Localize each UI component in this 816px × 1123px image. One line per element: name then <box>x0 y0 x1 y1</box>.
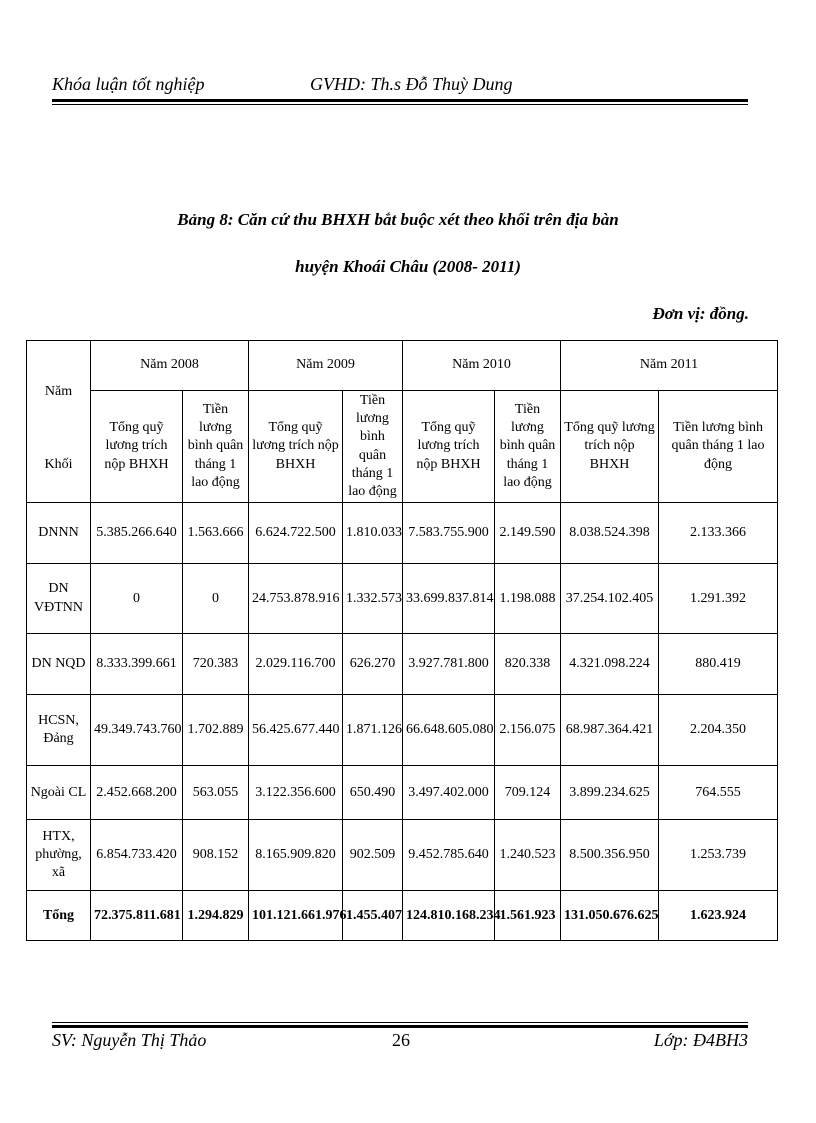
table-cell: 908.152 <box>183 820 249 891</box>
table-cell: 9.452.785.640 <box>403 820 495 891</box>
table-cell: 101.121.661.976 <box>249 891 343 941</box>
col-total-fund-2010: Tổng quỹ lương trích nộp BHXH <box>403 391 495 503</box>
table-cell: 6.624.722.500 <box>249 503 343 564</box>
table-cell: 3.927.781.800 <box>403 634 495 695</box>
table-cell: 1.253.739 <box>659 820 778 891</box>
header-thesis-label: Khóa luận tốt nghiệp <box>52 74 205 94</box>
table-title-line1: Bảng 8: Căn cứ thu BHXH bắt buộc xét theo khối trên địa bàn <box>177 210 619 229</box>
table-cell: 764.555 <box>659 766 778 820</box>
corner-sector-label: Khối <box>44 457 73 472</box>
table-cell: 2.133.366 <box>659 503 778 564</box>
header-rule-thin <box>52 104 748 105</box>
table-cell: 1.291.392 <box>659 564 778 634</box>
col-total-fund-2009: Tổng quỹ lương trích nộp BHXH <box>249 391 343 503</box>
table-title-line2: huyện Khoái Châu (2008- 2011) <box>295 257 521 276</box>
table-cell: 563.055 <box>183 766 249 820</box>
table-cell: 1.561.923 <box>495 891 561 941</box>
table-cell: 0 <box>183 564 249 634</box>
table-cell: 66.648.605.080 <box>403 695 495 766</box>
col-avg-wage-2009: Tiền lương bình quân tháng 1 lao động <box>343 391 403 503</box>
col-avg-wage-2010: Tiền lương bình quân tháng 1 lao động <box>495 391 561 503</box>
table-cell: 2.452.668.200 <box>91 766 183 820</box>
table-cell: 56.425.677.440 <box>249 695 343 766</box>
table-cell: 626.270 <box>343 634 403 695</box>
table-cell: 1.198.088 <box>495 564 561 634</box>
table-cell: 650.490 <box>343 766 403 820</box>
table-cell: 131.050.676.625 <box>561 891 659 941</box>
table-row <box>27 634 778 695</box>
table-cell: 1.702.889 <box>183 695 249 766</box>
table-cell: 880.419 <box>659 634 778 695</box>
table-cell: 709.124 <box>495 766 561 820</box>
table-row <box>27 503 778 564</box>
year-header-2010: Năm 2010 <box>403 341 561 391</box>
footer-rule-thin <box>52 1022 748 1023</box>
table-cell: 8.500.356.950 <box>561 820 659 891</box>
header-advisor: GVHD: Th.s Đỗ Thuỳ Dung <box>310 74 513 94</box>
table-row <box>27 891 778 941</box>
table-cell: 1.623.924 <box>659 891 778 941</box>
table-body <box>27 503 778 941</box>
table-cell: 8.038.524.398 <box>561 503 659 564</box>
year-header-2008: Năm 2008 <box>91 341 249 391</box>
table-cell: 902.509 <box>343 820 403 891</box>
corner-year-label: Năm <box>44 384 73 399</box>
table-row <box>27 766 778 820</box>
table-cell: 1.455.407 <box>343 891 403 941</box>
table-cell: 1.810.033 <box>343 503 403 564</box>
table-cell: 1.563.666 <box>183 503 249 564</box>
table-row <box>27 820 778 891</box>
year-header-2009: Năm 2009 <box>249 341 403 391</box>
table-cell: 3.497.402.000 <box>403 766 495 820</box>
table-row <box>27 695 778 766</box>
footer-class: Lớp: Đ4BH3 <box>653 1030 748 1050</box>
row-label: DN VĐTNN <box>27 564 91 634</box>
table-cell: 68.987.364.421 <box>561 695 659 766</box>
col-total-fund-2008: Tổng quỹ lương trích nộp BHXH <box>91 391 183 503</box>
table-cell: 0 <box>91 564 183 634</box>
table-cell: 2.156.075 <box>495 695 561 766</box>
table-cell: 2.149.590 <box>495 503 561 564</box>
header-rule <box>52 99 748 102</box>
table-cell: 1.332.573 <box>343 564 403 634</box>
col-avg-wage-2008: Tiền lương bình quân tháng 1 lao động <box>183 391 249 503</box>
table-cell: 8.333.399.661 <box>91 634 183 695</box>
row-label: HCSN, Đảng <box>27 695 91 766</box>
table-cell: 2.029.116.700 <box>249 634 343 695</box>
table-cell: 33.699.837.814 <box>403 564 495 634</box>
table-row <box>27 564 778 634</box>
footer-rule <box>52 1025 748 1028</box>
row-label: DNNN <box>27 503 91 564</box>
table-cell: 1.871.126 <box>343 695 403 766</box>
table-cell: 2.204.350 <box>659 695 778 766</box>
table-cell: 37.254.102.405 <box>561 564 659 634</box>
table-cell: 5.385.266.640 <box>91 503 183 564</box>
footer-student: SV: Nguyễn Thị Thảo <box>52 1030 207 1050</box>
table-cell: 4.321.098.224 <box>561 634 659 695</box>
table-cell: 3.122.356.600 <box>249 766 343 820</box>
page-number: 26 <box>392 1030 410 1050</box>
table-cell: 6.854.733.420 <box>91 820 183 891</box>
row-label: HTX, phường, xã <box>27 820 91 891</box>
table-cell: 72.375.811.681 <box>91 891 183 941</box>
table-cell: 24.753.878.916 <box>249 564 343 634</box>
table-cell: 820.338 <box>495 634 561 695</box>
row-label: Tổng <box>27 891 91 941</box>
col-avg-wage-2011: Tiền lương bình quân tháng 1 lao động <box>659 391 778 503</box>
table-cell: 3.899.234.625 <box>561 766 659 820</box>
year-header-2011: Năm 2011 <box>561 341 778 391</box>
unit-label: Đơn vị: đồng. <box>652 304 749 323</box>
corner-header-cell <box>27 341 91 503</box>
col-total-fund-2011: Tổng quỹ lương trích nộp BHXH <box>561 391 659 503</box>
table-cell: 124.810.168.234 <box>403 891 495 941</box>
table-cell: 1.294.829 <box>183 891 249 941</box>
row-label: Ngoài CL <box>27 766 91 820</box>
table-cell: 720.383 <box>183 634 249 695</box>
table-cell: 49.349.743.760 <box>91 695 183 766</box>
table-cell: 8.165.909.820 <box>249 820 343 891</box>
row-label: DN NQD <box>27 634 91 695</box>
data-table <box>26 340 778 941</box>
table-cell: 1.240.523 <box>495 820 561 891</box>
table-cell: 7.583.755.900 <box>403 503 495 564</box>
